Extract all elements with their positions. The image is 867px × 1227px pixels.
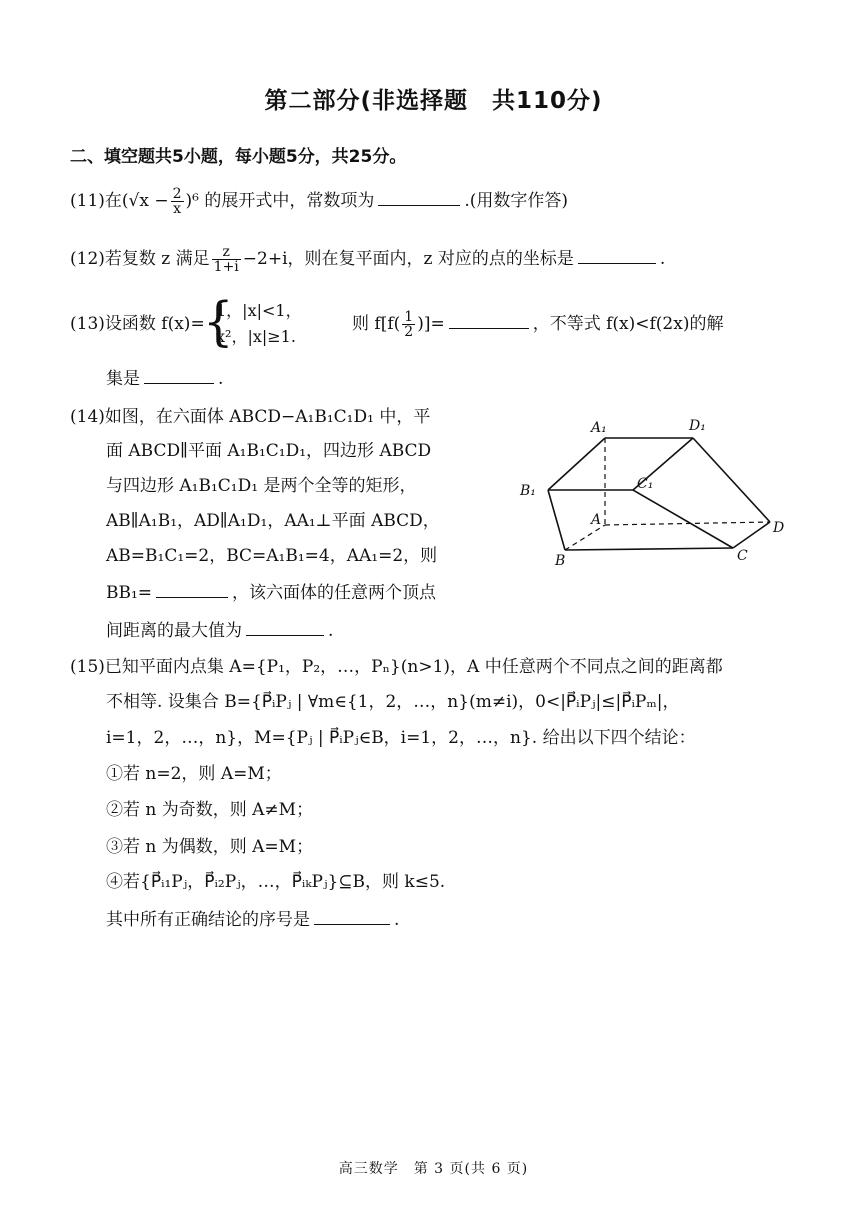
- question-11: [70, 186, 568, 216]
- label-c: C: [737, 548, 748, 564]
- edge-a-b-hidden: [565, 525, 605, 550]
- q15-last-pre: 其中所有正确结论的序号是: [106, 910, 310, 930]
- q13-piecewise: [216, 298, 302, 350]
- q13-brace: {: [203, 291, 234, 353]
- q15-last-line: [106, 905, 399, 930]
- question-13-rest: [352, 309, 723, 339]
- q15-conclusion-4: ④若{P⃗ᵢ₁Pⱼ，P⃗ᵢ₂Pⱼ，…，P⃗ᵢₖPⱼ}⊆B，则 k≤5.: [106, 872, 446, 892]
- label-d: D: [773, 520, 785, 536]
- q15-conclusion-3: ③若 n 为偶数，则 A=M；: [106, 837, 314, 857]
- question-13-pre: (13)设函数 f(x)=: [70, 314, 205, 334]
- q13-line2: 集是: [106, 369, 140, 389]
- page-footer: 高三数学 第 3 页(共 6 页): [338, 1161, 529, 1177]
- q12-frac-den: 1+i: [213, 259, 239, 275]
- q12-text-tail: .: [659, 249, 666, 269]
- q14-answer-blank-2[interactable]: [246, 634, 324, 636]
- q12-fraction: [212, 245, 241, 274]
- question-12: [70, 244, 665, 274]
- q11-answer-blank[interactable]: [378, 204, 460, 206]
- q14-line-1: (14)如图，在六面体 ABCD−A₁B₁C₁D₁ 中，平: [70, 407, 431, 427]
- edge-b-c: [565, 548, 733, 550]
- q13-fraction: [402, 310, 415, 339]
- q13-frac-den: 2: [404, 324, 414, 340]
- label-d1: D₁: [689, 418, 706, 434]
- edge-d1-d: [693, 438, 770, 522]
- q13-line2-tail: .: [218, 369, 224, 389]
- q14-line6-pre: BB₁=: [106, 583, 153, 603]
- question-13-line2: [106, 364, 223, 389]
- edge-a1-b1: [548, 438, 605, 490]
- q13-answer-blank-1[interactable]: [449, 327, 529, 329]
- q12-text-pre: (12)若复数 z 满足: [70, 249, 210, 269]
- label-b: B: [555, 553, 566, 569]
- label-a1: A₁: [591, 420, 607, 436]
- q13-mid2: )]=: [417, 314, 445, 334]
- q13-frac-num: 1: [404, 309, 414, 325]
- q13-post: ，不等式 f(x)<f(2x)的解: [532, 314, 724, 334]
- q15-line-1: (15)已知平面内点集 A={P₁，P₂，…，Pₙ}(n>1)，A 中任意两个不同点之间的距离都: [70, 657, 723, 677]
- q12-frac-num: z: [212, 245, 241, 260]
- q14-line-2: 面 ABCD∥平面 A₁B₁C₁D₁，四边形 ABCD: [106, 441, 432, 461]
- label-b1: B₁: [520, 483, 536, 499]
- q11-frac-num: 2: [172, 186, 182, 202]
- q13-answer-blank-2[interactable]: [144, 382, 214, 384]
- q15-answer-blank[interactable]: [314, 923, 390, 925]
- q14-line6-post: ，该六面体的任意两个顶点: [232, 583, 437, 603]
- q15-last-post: .: [394, 910, 400, 930]
- q14-line-4: AB∥A₁B₁，AD∥A₁D₁，AA₁⊥平面 ABCD，: [106, 511, 440, 531]
- label-a: A: [591, 512, 602, 528]
- q11-text-tail: .(用数字作答): [464, 191, 569, 211]
- q14-line-7: [106, 616, 333, 641]
- hexahedron-figure: [505, 410, 805, 575]
- q15-conclusion-1: ①若 n=2，则 A=M；: [106, 764, 282, 784]
- q15-conclusion-2: ②若 n 为奇数，则 A≠M；: [106, 800, 314, 820]
- q11-text-post: )⁶ 的展开式中，常数项为: [185, 191, 375, 211]
- edge-c-d: [733, 522, 770, 548]
- q14-line7-post: .: [328, 621, 334, 641]
- q14-line-5: AB=B₁C₁=2，BC=A₁B₁=4，AA₁=2，则: [106, 546, 438, 566]
- q12-answer-blank[interactable]: [578, 262, 656, 264]
- q13-case-2: x²，|x|≥1.: [216, 327, 296, 346]
- q11-text-pre: (11)在(√x −: [70, 191, 169, 211]
- q14-line-6: [106, 578, 436, 603]
- page-title: 第二部分(非选择题 共110分): [264, 88, 603, 114]
- q15-line-3: i=1，2，…，n}，M={Pⱼ | P⃗ᵢPⱼ∈B，i=1，2，…，n}. 给出以下四个结论：: [106, 728, 696, 748]
- label-c1: C₁: [637, 476, 654, 492]
- q14-line-3: 与四边形 A₁B₁C₁D₁ 是两个全等的矩形，: [106, 476, 417, 496]
- q13-mid1: 则 f[f(: [352, 314, 401, 334]
- edge-b1-b: [548, 490, 565, 550]
- q14-answer-blank-1[interactable]: [156, 596, 228, 598]
- q11-fraction: [171, 187, 184, 216]
- q13-case-1: 1，|x|<1，: [216, 301, 302, 320]
- q14-line7-pre: 间距离的最大值为: [106, 621, 242, 641]
- q11-frac-den: x: [173, 201, 182, 217]
- q15-line-2: 不相等. 设集合 B={P⃗ᵢPⱼ | ∀m∈{1，2，…，n}(m≠i)，0<|P⃗ᵢPⱼ|≤|P⃗ᵢPₘ|，: [106, 692, 680, 712]
- section-heading: 二、填空题共5小题，每小题5分，共25分。: [70, 147, 407, 167]
- edge-c1-c: [633, 490, 733, 548]
- q12-text-post: −2+i，则在复平面内，z 对应的点的坐标是: [242, 249, 574, 269]
